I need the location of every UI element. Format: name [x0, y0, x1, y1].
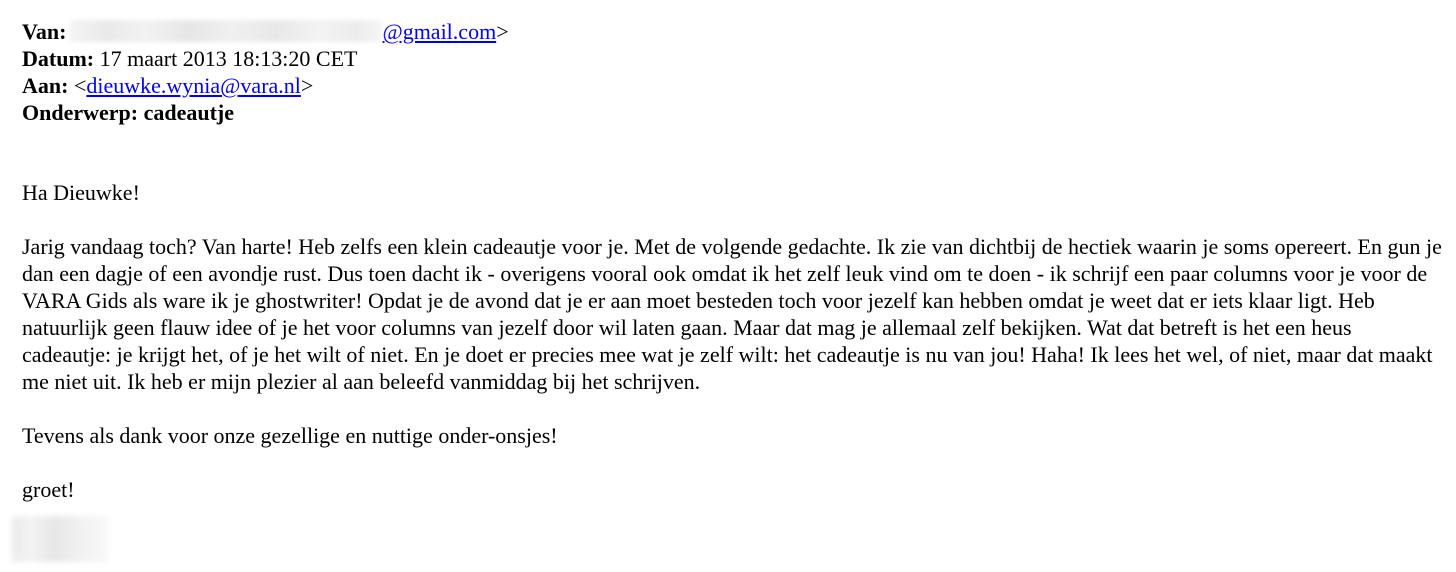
recipient-email-link[interactable]: dieuwke.wynia@vara.nl [86, 73, 301, 98]
from-close-bracket: > [496, 19, 509, 44]
body-paragraph-1: Jarig vandaag toch? Van harte! Heb zelfs een klein cadeautje voor je. Met de volgende gedachte. Ik zie van dichtbij de hectiek waarin je soms opereert. En gun je dan een dagje of een avondje rust. Dus toen dacht ik - overigens vooral ook omdat ik het zelf leuk vind om te doen - ik schrijf een paar columns voor je voor de VARA Gids als ware ik je ghostwriter! Opdat je de avond dat je er aan moet besteden toch voor jezelf kan hebben omdat je weet dat er iets klaar ligt. Heb natuurlijk geen flauw idee of je het voor columns van jezelf door wil laten gaan. Maar dat mag je allemaal zelf bekijken. Wat dat betreft is het een heus cadeautje: je krijgt het, of je het wilt of niet. En je doet er precies mee wat je zelf wilt: het cadeautje is nu van jou! Haha! Ik lees het wel, of niet, maar dat maakt me niet uit. Ik heb er mijn plezier al aan beleefd vanmiddag bij het schrijven. [22, 234, 1442, 394]
closing: groet! [22, 477, 75, 502]
date-value: 17 maart 2013 18:13:20 CET [99, 46, 358, 71]
to-open-bracket: < [73, 73, 87, 98]
from-label: Van: [22, 19, 67, 44]
email-message [22, 18, 1442, 503]
subject-label: Onderwerp: [22, 100, 139, 125]
greeting: Ha Dieuwke! [22, 180, 140, 205]
to-label: Aan: [22, 73, 69, 98]
to-row [22, 72, 1442, 99]
email-headers [22, 18, 1442, 126]
redacted-sender-name [70, 20, 382, 42]
redacted-signature [12, 516, 108, 562]
date-label: Datum: [22, 46, 95, 71]
subject-value: cadeautje [143, 100, 235, 125]
to-close-bracket: > [300, 73, 314, 98]
body-paragraph-2: Tevens als dank voor onze gezellige en nuttige onder-onsjes! [22, 423, 558, 448]
subject-row [22, 99, 1442, 126]
sender-email-link[interactable]: @gmail.com [382, 19, 497, 44]
from-row [22, 18, 1442, 45]
email-body [22, 179, 1442, 503]
date-row [22, 45, 1442, 72]
